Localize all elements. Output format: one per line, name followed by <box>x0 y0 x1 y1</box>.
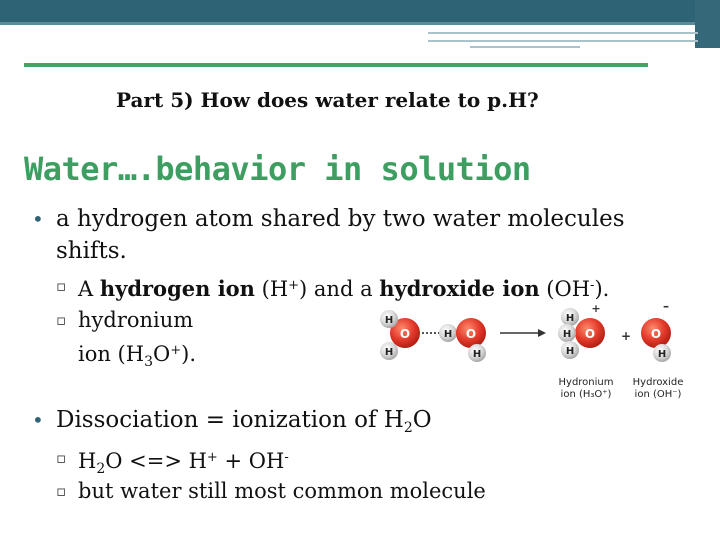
header-corner-block <box>695 0 720 48</box>
atom-label: H <box>472 349 482 360</box>
subbullet-marker: ▫ <box>56 277 67 295</box>
superscript-plus: + <box>206 450 218 465</box>
hydroxide-label-line1: Hydroxide <box>632 377 684 388</box>
subscript-2: 2 <box>403 420 413 436</box>
plus-sign: + <box>620 329 632 343</box>
atom-label: H <box>384 347 394 358</box>
subbullet-most-common <box>56 476 486 506</box>
header-decor-line <box>428 32 698 34</box>
part-title: Part 5) How does water relate to p.H? <box>116 88 539 112</box>
bullet-text: a hydrogen atom shared by two water molecules shifts. <box>56 206 625 264</box>
charge-plus: + <box>591 302 601 315</box>
atom-label: O <box>650 327 662 341</box>
text-o: O <box>153 342 171 366</box>
atom-label: O <box>465 327 477 341</box>
text-b: O <box>412 407 432 433</box>
hydroxide-ion-term: hydroxide ion <box>379 276 540 301</box>
header-decor-line <box>428 40 698 42</box>
bullet-marker: • <box>32 207 44 231</box>
bullet-marker: • <box>32 408 44 432</box>
hydrogen-ion-term: hydrogen ion <box>99 276 255 301</box>
hydroxide-ion <box>641 318 671 362</box>
subbullet-hydronium-line2 <box>78 336 196 377</box>
atom-label: O <box>399 327 411 341</box>
atom-label: O <box>584 327 596 341</box>
superscript-minus: - <box>590 278 595 293</box>
atom-label: H <box>562 329 572 340</box>
atom-label: H <box>443 329 453 340</box>
hydroxide-label-line2: ion (OH⁻) <box>634 389 682 400</box>
text-b: (H <box>254 277 289 301</box>
header-bar-line <box>0 22 720 25</box>
bullet-hydrogen-shared <box>32 203 656 267</box>
hydronium-label-line1: Hydronium <box>558 377 614 388</box>
atom-label: H <box>565 346 575 357</box>
superscript-plus: + <box>170 343 182 358</box>
atom-label: H <box>565 313 575 324</box>
charge-minus: – <box>663 299 669 313</box>
text-c: ) and a <box>299 277 380 301</box>
water-dissociation-diagram <box>360 296 700 406</box>
subscript-3: 3 <box>144 354 153 370</box>
text-d: (OH <box>539 277 591 301</box>
text-a: Dissociation = ionization of H <box>56 407 404 433</box>
text-a: A <box>78 277 100 301</box>
subbullet-marker: ▫ <box>56 311 67 329</box>
header-decor-line <box>470 46 580 48</box>
subbullet-hydronium <box>56 305 194 335</box>
superscript-plus: + <box>288 278 300 293</box>
eq-h: H <box>78 449 97 473</box>
eq-rest: O <=> H <box>105 449 207 473</box>
title-separator <box>24 63 648 67</box>
reaction-arrowhead <box>538 329 546 337</box>
text-ion: ion (H <box>78 342 145 366</box>
subscript-2: 2 <box>96 461 106 477</box>
header-bar <box>0 0 720 22</box>
water-molecule-left <box>380 310 420 360</box>
eq-oh: + OH <box>217 449 285 473</box>
text-e: ). <box>594 277 610 301</box>
atom-label: H <box>657 349 667 360</box>
superscript-minus: - <box>284 450 289 465</box>
hydronium-line1: hydronium <box>78 308 194 332</box>
bullet-dissociation <box>32 404 432 444</box>
hydronium-label-line2: ion (H₃O⁺) <box>560 389 612 400</box>
atom-label: H <box>384 315 394 326</box>
text-end: ). <box>181 342 196 366</box>
last-text: but water still most common molecule <box>78 479 486 503</box>
water-molecule-right <box>439 318 486 362</box>
subbullet-marker: ▫ <box>56 449 67 467</box>
hydronium-ion <box>558 308 605 359</box>
subbullet-marker: ▫ <box>56 482 67 500</box>
slide-title: Water….behavior in solution <box>24 150 531 188</box>
